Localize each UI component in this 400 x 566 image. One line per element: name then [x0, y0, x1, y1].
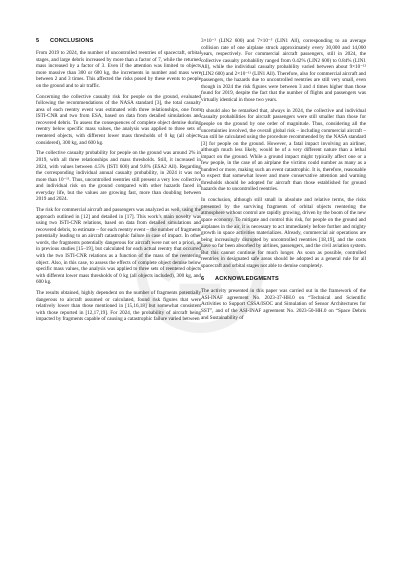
- paragraph: The risk for commercial aircraft and passengers was analyzed as well, using the approach outlined in [12] and detailed in [17]. This work’s main novelty was using two ISTI-CNR relations, based on data from detailed simulations and recovered debris, to estimate – for each reentry event – the number of fragments potentially leading to an aircraft catastrophic failure in case of impact. In other words, the fragments potentially dangerous for aircraft were not set a priori, as in previous studies [15–19], but calculated for each actual reentry that occurred with the two ISTI-CNR relations as a function of the mass of the reentering object. Also, in this case, to assess the effects of complete object demise below specific mass values, the analysis was applied to three sets of reentered objects with different lower mass thresholds of 0 kg (all objects included), 300 kg, and 600 kg.: [36, 207, 202, 286]
- paragraph: It should also be remarked that, always in 2024, the collective and individual casualty probabilities for aircraft passengers were still smaller than those for people on the ground by one order of magnitude. Thus, considering all the uncertainties involved, the overall global risk – including commercial aircraft – can still be calculated using the procedure recommended by the NASA standard [3] for people on the ground. However, a fatal impact involving an airliner, although much less likely, would be of a very different nature than a lethal impact on the ground. While a ground impact might typically affect one or a few people, in the case of an airplane the victims could number as many as a hundred or more, making such an event catastrophic. It is, therefore, reasonable to expect that somewhat lower and more conservative attention and warning thresholds should be adopted for aircraft than those established for ground hazards due to uncontrolled reentries.: [201, 107, 366, 193]
- right-column: [201, 38, 366, 326]
- section-number: 6: [201, 276, 205, 283]
- section-title: CONCLUSIONS: [50, 38, 94, 44]
- paragraph: From 2019 to 2024, the number of uncontrolled reentries of spacecraft, orbital stages, and large debris increased by more than a factor of 7, while the returned mass increased by a factor of 3. Even if the attention was limited to objects more massive than 300 or 600 kg, the increments in number and mass were between 2 and 3 times. This affected the risks posed by these events to people on the ground and to air traffic.: [36, 50, 201, 89]
- left-column: [36, 38, 201, 327]
- section-heading-acknowledgments: [201, 276, 366, 283]
- section-heading-conclusions: [36, 38, 201, 45]
- paragraph: 3×10⁻⁵ (LIN2 600) and 7×10⁻⁵ (LIN1 All), corresponding to an average collision rate of one airplane struck approximately every 30,000 and 14,000 years, respectively. For commercial aircraft passengers, still in 2024, the collective casualty probability ranged from 0.42% (LIN2 600) to 0.84% (LIN1 All), while the individual casualty probability varied between about 9×10⁻¹² (LIN2 600) and 2×10⁻¹¹ (LIN1 All). Therefore, also for commercial aircraft and passengers, the hazards due to uncontrolled reentries are still very small, even though in 2024 the risk figures were between 3 and 4 times higher than those found for 2019, despite the fact that the number of flights and passengers was virtually identical in those two years.: [201, 38, 366, 103]
- paragraph: Concerning the collective casualty risk for people on the ground, evaluated following the recommendations of the NASA standard [3], the total casualty area of each reentry event was estimated with three relationships, one from ISTI-CNR and two from ESA, based on data from detailed simulations and recovered debris. To assess the consequences of complete object demise during reentry below specific mass values, the analysis was applied to three sets of reentered objects, with different lower mass thresholds of 0 kg (all objects considered), 300 kg, and 600 kg.: [36, 93, 201, 146]
- section-number: 5: [36, 38, 40, 44]
- paragraph: The collective casualty probability for people on the ground was around 2% in 2019, with all three relationships and mass thresholds. Still, it increased in 2024, with values between 4.5% (ISTI 600) and 9.8% (ESA2 All). Regarding the corresponding individual annual casualty probability, in 2024 it was not more than 10⁻¹¹. Thus, uncontrolled reentries still present a very low collective and individual risk on the ground compared with other hazards faced in everyday life, but the values are growing fast, more than doubling between 2019 and 2024.: [36, 150, 201, 203]
- paragraph: The results obtained, highly dependent on the number of fragments potentially dangerous to aircraft assumed or calculated, found risk figures that were relatively lower than those mentioned in [15,16,18] but somewhat consistent with those reported in [12,17,19]. For 2024, the probability of aircraft being impacted by fragments capable of causing a catastrophic failure varied between: [36, 290, 201, 323]
- paragraph: In conclusion, although still small in absolute and relative terms, the risks presented by the surviving fragments of orbital objects reentering the atmosphere without control are rapidly growing, driven by the boom of the new space economy. To mitigate and control this risk, for people on the ground and airplanes in the air, it is necessary to act immediately before further and mighty growth in space activities materializes. Already, commercial air operations are being increasingly disrupted by uncontrolled reentries [18,19], and the costs have so far been absorbed by airlines, passengers, and the civil aviation system. But this cannot continue for much longer. As soon as possible, controlled reentries in designated safe areas should be adopted as a general rule for all spacecraft and orbital stages not able to demise completely.: [201, 197, 366, 269]
- paragraph: The activity presented in this paper was carried out in the framework of the ASI-INAF agreement No. 2023-37-HH.0 on “Technical and Scientific Activities to Support CSSA/ISOC and Simulation of Sensor Architectures for SST”, and of the ASI-INAF agreement No. 2023-50-HH.0 on “Space Debris and Sustainability of: [201, 288, 366, 321]
- section-title: ACKNOWLEDGMENTS: [215, 276, 279, 283]
